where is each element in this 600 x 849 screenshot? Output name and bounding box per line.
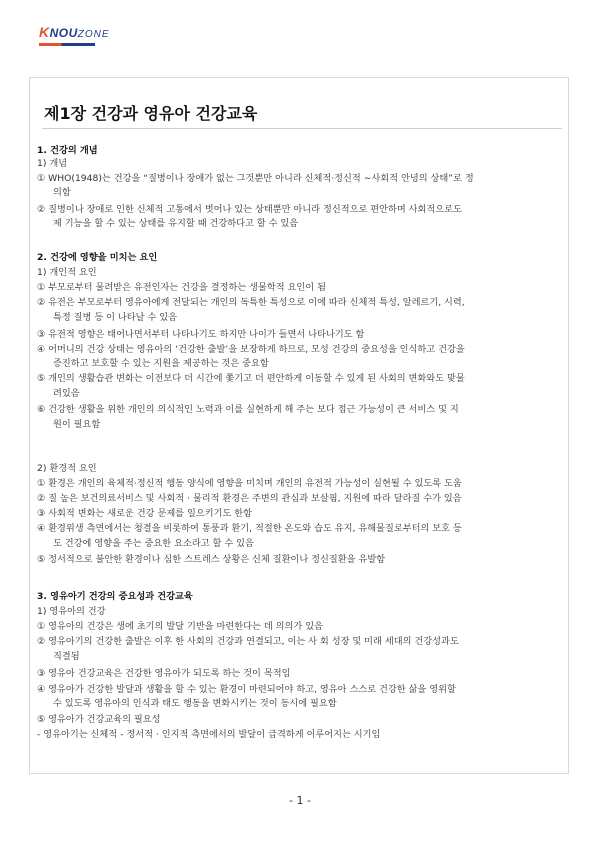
body-line: ④ 어머니의 건강 상태는 영유아의 ‘건강한 출발’을 보장하게 하므로, 모성 건강의 중요성을 인식하고 건강을 (37, 344, 465, 355)
body-line: 1) 개념 (37, 158, 68, 169)
body-line: 증진하고 보호할 수 있는 지원을 제공하는 것은 중요함 (53, 358, 269, 369)
body-line: ② 질 높은 보건의료서비스 및 사회적 · 물리적 환경은 주변의 관심과 보살핌, 지원에 따라 달라질 수가 있음 (37, 493, 462, 504)
body-line: 수 있도록 영유아의 인식과 태도 행동을 변화시키는 것이 동시에 필요함 (53, 698, 337, 709)
body-line: ③ 유전적 영향은 태어나면서부터 나타나기도 하지만 나이가 들면서 나타나기도 함 (37, 329, 365, 340)
body-line: 2) 환경적 요인 (37, 463, 97, 474)
body-line: 도 건강에 영향을 주는 중요한 요소라고 할 수 있음 (53, 538, 254, 549)
section-heading: 2. 건강에 영향을 미치는 요인 (37, 252, 158, 263)
body-line: 1) 개인적 요인 (37, 267, 97, 278)
page-title: 제1장 건강과 영유아 건강교육 (44, 104, 258, 123)
body-line: ⑤ 영유아가 건강교육의 필요성 (37, 714, 161, 725)
body-line: ③ 사회적 변화는 새로운 건강 문제를 일으키기도 한함 (37, 508, 253, 519)
logo-zone: ZONE (77, 29, 110, 40)
body-line: 특정 질병 등 이 나타날 수 있음 (53, 312, 178, 323)
title-divider (42, 128, 562, 129)
body-line: ④ 환경위생 측면에서는 청결을 비롯하여 통풍과 환기, 적절한 온도와 습도 유지, 유해물질로부터의 보호 등 (37, 523, 462, 534)
body-line: ① 영유아의 건강은 생에 초기의 발달 기반을 마련한다는 데 의의가 있음 (37, 621, 323, 632)
body-line: 려있음 (53, 388, 80, 399)
body-line: ③ 영유아 건강교육은 건강한 영유아가 되도록 하는 것이 목적임 (37, 668, 291, 679)
body-line: ⑤ 정서적으로 불안한 환경이나 심한 스트레스 상황은 신체 질환이나 정신질환을 유발함 (37, 554, 386, 565)
body-line: ⑥ 건강한 생활을 위한 개인의 의식적인 노력과 이를 실현하게 해 주는 보다 접근 가능성이 큰 서비스 및 지 (37, 404, 459, 415)
knouzone-logo (39, 24, 110, 40)
logo-nou: NOU (49, 26, 78, 40)
body-line: ④ 영유아가 건강한 발달과 생활을 할 수 있는 환경이 마련되어야 하고, 영유아 스스로 건강한 삶을 영위할 (37, 684, 456, 695)
body-line: ② 영유아기의 건강한 출발은 이후 한 사회의 건강과 연결되고, 이는 사 회 성장 및 미래 세대의 건강성과도 (37, 636, 459, 647)
section-heading: 3. 영유아기 건강의 중요성과 건강교육 (37, 591, 193, 602)
body-line: 의함 (53, 187, 71, 198)
logo-k: K (39, 24, 50, 40)
body-line: ① WHO(1948)는 건강을 “질병이나 장애가 없는 그것뿐만 아니라 신체적·정신적 ∼사회적 안녕의 상태”로 정 (37, 173, 474, 184)
body-line: 직결됨 (53, 651, 80, 662)
body-line: 1) 영유아의 건강 (37, 606, 106, 617)
section-heading: 1. 건강의 개념 (37, 145, 98, 156)
page-number: - 1 - (289, 794, 311, 807)
body-line: ⑤ 개인의 생활습관 변화는 이전보다 더 시간에 쫓기고 더 편안하게 이동할 수 있게 된 사회의 변화와도 맞물 (37, 373, 465, 384)
body-line: ② 질병이나 장애로 인한 신체적 고통에서 벗어나 있는 상태뿐만 아니라 정신적으로 편안하며 사회적으로도 (37, 204, 462, 215)
body-line: ① 환경은 개인의 육체적·정신적 행동 양식에 영향을 미치며 개인의 유전적 가능성이 실현될 수 있도록 도움 (37, 478, 462, 489)
body-line: - 영유아기는 신체적 - 정서적 · 인지적 측면에서의 발달이 급격하게 이루어지는 시기임 (37, 729, 381, 740)
body-line: ① 부모로부터 물려받은 유전인자는 건강을 결정하는 생물학적 요인이 됨 (37, 282, 326, 293)
body-line: 제 기능을 할 수 있는 상태를 유지할 때 건강하다고 할 수 있음 (53, 218, 299, 229)
body-line: 원이 필요함 (53, 419, 101, 430)
body-line: ② 유전은 부모로부터 영유아에게 전달되는 개인의 독특한 특성으로 이에 따라 신체적 특성, 알레르기, 시력, (37, 297, 465, 308)
logo-underline (39, 43, 95, 46)
